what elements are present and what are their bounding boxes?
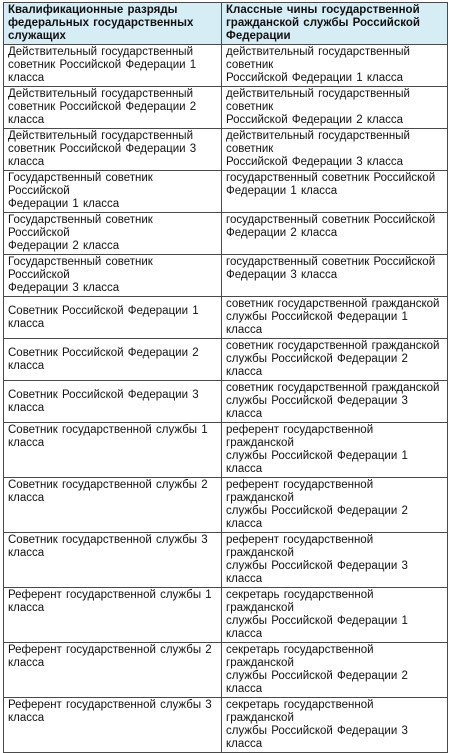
class-rank-cell: советник государственной гражданской службы Российской Федерации 1 класса: [222, 297, 448, 339]
qualification-rank-cell: Советник государственной службы 3 класса: [4, 533, 222, 588]
rank-correspondence-table: [3, 2, 448, 753]
class-rank-cell: секретарь государственной гражданской службы Российской Федерации 3 класса: [222, 698, 448, 753]
class-rank-cell: действительный государственный советник Российской Федерации 1 класса: [222, 45, 448, 87]
table-row: [4, 255, 448, 297]
table-row: [4, 87, 448, 129]
table-row: [4, 339, 448, 381]
qualification-rank-cell: Государственный советник Российской Федерации 2 класса: [4, 213, 222, 255]
table-row: [4, 588, 448, 643]
class-rank-cell: секретарь государственной гражданской службы Российской Федерации 2 класса: [222, 643, 448, 698]
qualification-rank-cell: Советник государственной службы 1 класса: [4, 423, 222, 478]
qualification-rank-cell: Советник Российской Федерации 3 класса: [4, 381, 222, 423]
qualification-rank-cell: Советник Российской Федерации 2 класса: [4, 339, 222, 381]
qualification-rank-cell: Действительный государственный советник Российской Федерации 2 класса: [4, 87, 222, 129]
qualification-rank-cell: Действительный государственный советник Российской Федерации 1 класса: [4, 45, 222, 87]
header-row: [4, 3, 448, 45]
class-rank-cell: государственный советник Российской Федерации 3 класса: [222, 255, 448, 297]
class-rank-cell: советник государственной гражданской службы Российской Федерации 2 класса: [222, 339, 448, 381]
class-rank-cell: советник государственной гражданской службы Российской Федерации 3 класса: [222, 381, 448, 423]
table-row: [4, 533, 448, 588]
qualification-rank-cell: Референт государственной службы 1 класса: [4, 588, 222, 643]
qualification-rank-cell: Советник Российской Федерации 1 класса: [4, 297, 222, 339]
table-row: [4, 297, 448, 339]
table-row: [4, 213, 448, 255]
qualification-rank-cell: Референт государственной службы 3 класса: [4, 698, 222, 753]
class-rank-cell: секретарь государственной гражданской службы Российской Федерации 1 класса: [222, 588, 448, 643]
table-row: [4, 423, 448, 478]
rank-correspondence-table-container: [3, 2, 447, 753]
table-row: [4, 643, 448, 698]
header-qualification-ranks: Квалификационные разряды федеральных государственных служащих: [4, 3, 222, 45]
table-row: [4, 698, 448, 753]
class-rank-cell: действительный государственный советник Российской Федерации 3 класса: [222, 129, 448, 171]
header-class-ranks: Классные чины государственной гражданской службы Российской Федерации: [222, 3, 448, 45]
class-rank-cell: референт государственной гражданской службы Российской Федерации 1 класса: [222, 423, 448, 478]
class-rank-cell: государственный советник Российской Федерации 2 класса: [222, 213, 448, 255]
table-row: [4, 381, 448, 423]
table-row: [4, 171, 448, 213]
class-rank-cell: действительный государственный советник Российской Федерации 2 класса: [222, 87, 448, 129]
class-rank-cell: референт государственной гражданской службы Российской Федерации 2 класса: [222, 478, 448, 533]
table-row: [4, 478, 448, 533]
qualification-rank-cell: Государственный советник Российской Федерации 1 класса: [4, 171, 222, 213]
qualification-rank-cell: Действительный государственный советник Российской Федерации 3 класса: [4, 129, 222, 171]
table-body: [4, 45, 448, 753]
qualification-rank-cell: Советник государственной службы 2 класса: [4, 478, 222, 533]
class-rank-cell: референт государственной гражданской службы Российской Федерации 3 класса: [222, 533, 448, 588]
table-header: [4, 3, 448, 45]
qualification-rank-cell: Государственный советник Российской Федерации 3 класса: [4, 255, 222, 297]
qualification-rank-cell: Референт государственной службы 2 класса: [4, 643, 222, 698]
table-row: [4, 129, 448, 171]
table-row: [4, 45, 448, 87]
class-rank-cell: государственный советник Российской Федерации 1 класса: [222, 171, 448, 213]
